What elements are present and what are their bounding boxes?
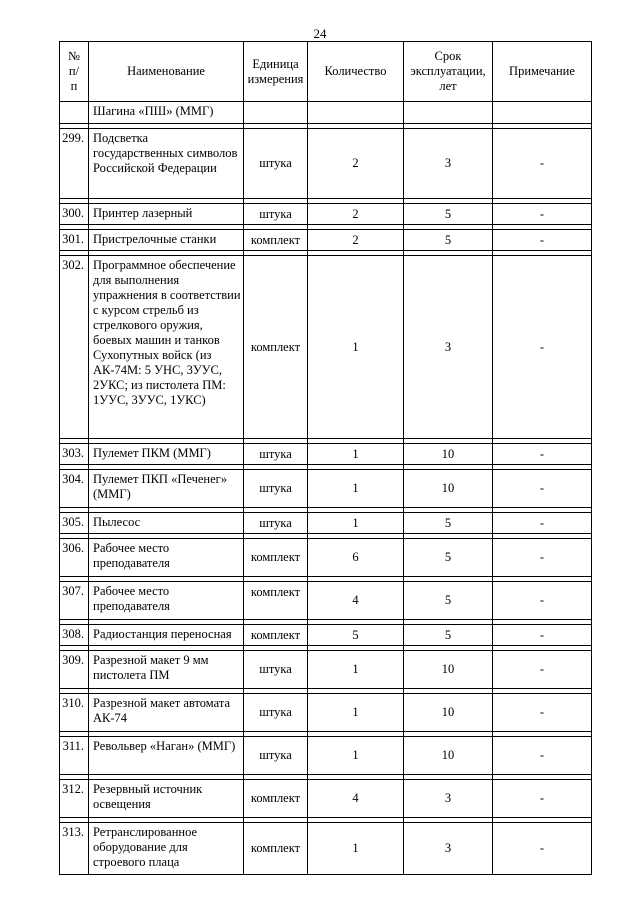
row-service-life: 5 [404, 539, 493, 577]
row-note: - [493, 582, 592, 620]
row-number: 309. [60, 651, 89, 689]
equipment-table [59, 41, 592, 875]
table-row [60, 204, 592, 225]
table-body [60, 124, 592, 875]
row-note: - [493, 204, 592, 225]
row-service-life: 3 [404, 129, 493, 199]
table-row [60, 694, 592, 732]
row-service-life: 5 [404, 513, 493, 534]
row-name: Подсветка государственных символов Российской Федерации [89, 129, 244, 199]
page-number: 24 [313, 26, 327, 41]
table-row [60, 539, 592, 577]
header-service-life: Срок эксплуатации, лет [404, 42, 493, 102]
row-quantity: 6 [308, 539, 404, 577]
row-quantity: 1 [308, 737, 404, 775]
row-quantity: 1 [308, 513, 404, 534]
row-number: 313. [60, 823, 89, 875]
row-quantity: 2 [308, 129, 404, 199]
row-quantity: 2 [308, 204, 404, 225]
header-name: Наименование [89, 42, 244, 102]
row-service-life: 10 [404, 737, 493, 775]
row-service-life: 10 [404, 470, 493, 508]
row-number: 301. [60, 230, 89, 251]
row-unit: штука [244, 444, 308, 465]
row-service-life: 5 [404, 625, 493, 646]
row-number: 302. [60, 256, 89, 439]
row-unit: штука [244, 470, 308, 508]
table-row [60, 625, 592, 646]
row-quantity: 2 [308, 230, 404, 251]
row-number: 310. [60, 694, 89, 732]
row-service-life: 3 [404, 256, 493, 439]
row-unit: комплект [244, 539, 308, 577]
table-row [60, 823, 592, 875]
row-service-life: 5 [404, 204, 493, 225]
row-name: Пылесос [89, 513, 244, 534]
row-note: - [493, 780, 592, 818]
row-quantity: 1 [308, 694, 404, 732]
table-row [60, 780, 592, 818]
row-note: - [493, 823, 592, 875]
row-name: Программное обеспечение для выполнения упражнения в соответствии с курсом стрельб из стрелкового оружия, боевых машин и танков Сухопутных войск (из АК-74М: 5 УНС, 3УУС, 2УКС; из пистолета ПМ: 1УУС, 3УУС, 1УКС) [89, 256, 244, 439]
row-unit: комплект [244, 256, 308, 439]
row-note: - [493, 470, 592, 508]
row-name: Резервный источник освещения [89, 780, 244, 818]
row-number: 304. [60, 470, 89, 508]
row-unit: штука [244, 204, 308, 225]
row-unit: штука [244, 129, 308, 199]
row-number: 308. [60, 625, 89, 646]
row-unit: комплект [244, 582, 308, 620]
row-number: 305. [60, 513, 89, 534]
row-unit: штука [244, 694, 308, 732]
row-number: 300. [60, 204, 89, 225]
row-note: - [493, 651, 592, 689]
row-note: - [493, 694, 592, 732]
row-service-life: 3 [404, 823, 493, 875]
header-number: № п/п [60, 42, 89, 102]
row-name: Пристрелочные станки [89, 230, 244, 251]
row-quantity: 1 [308, 256, 404, 439]
row-unit: комплект [244, 780, 308, 818]
row-name: Разрезной макет автомата АК-74 [89, 694, 244, 732]
row-unit: комплект [244, 625, 308, 646]
row-note: - [493, 625, 592, 646]
header-quantity: Количество [308, 42, 404, 102]
row-service-life: 10 [404, 694, 493, 732]
row-unit: штука [244, 651, 308, 689]
table-row [60, 256, 592, 439]
row-number: 303. [60, 444, 89, 465]
table-header-row [60, 42, 592, 102]
row-unit: комплект [244, 823, 308, 875]
row-note: - [493, 539, 592, 577]
row-name: Рабочее место преподавателя [89, 539, 244, 577]
row-service-life: 10 [404, 651, 493, 689]
row-number: 299. [60, 129, 89, 199]
continuation-row [60, 102, 592, 124]
row-unit: комплект [244, 230, 308, 251]
row-service-life: 3 [404, 780, 493, 818]
table-row [60, 737, 592, 775]
row-quantity: 5 [308, 625, 404, 646]
row-unit: штука [244, 737, 308, 775]
row-note: - [493, 513, 592, 534]
row-note: - [493, 444, 592, 465]
row-name: Рабочее место преподавателя [89, 582, 244, 620]
row-quantity: 1 [308, 823, 404, 875]
row-number: 307. [60, 582, 89, 620]
table-row [60, 513, 592, 534]
row-quantity: 4 [308, 582, 404, 620]
row-service-life: 5 [404, 230, 493, 251]
row-quantity: 1 [308, 651, 404, 689]
row-name: Пулемет ПКМ (ММГ) [89, 444, 244, 465]
row-number: 306. [60, 539, 89, 577]
table-row [60, 470, 592, 508]
continuation-text: Шагина «ПШ» (ММГ) [89, 102, 244, 124]
row-service-life: 10 [404, 444, 493, 465]
row-name: Разрезной макет 9 мм пистолета ПМ [89, 651, 244, 689]
row-note: - [493, 256, 592, 439]
table-row [60, 651, 592, 689]
row-quantity: 4 [308, 780, 404, 818]
row-quantity: 1 [308, 444, 404, 465]
row-note: - [493, 737, 592, 775]
table-row [60, 230, 592, 251]
row-name: Пулемет ПКП «Печенег» (ММГ) [89, 470, 244, 508]
table-row [60, 582, 592, 620]
row-number: 311. [60, 737, 89, 775]
row-unit: штука [244, 513, 308, 534]
row-name: Револьвер «Наган» (ММГ) [89, 737, 244, 775]
table-row [60, 129, 592, 199]
header-unit: Единица измерения [244, 42, 308, 102]
row-quantity: 1 [308, 470, 404, 508]
row-number: 312. [60, 780, 89, 818]
row-name: Принтер лазерный [89, 204, 244, 225]
row-note: - [493, 230, 592, 251]
row-name: Ретранслированное оборудование для строевого плаца [89, 823, 244, 875]
row-service-life: 5 [404, 582, 493, 620]
row-name: Радиостанция переносная [89, 625, 244, 646]
row-note: - [493, 129, 592, 199]
table-row [60, 444, 592, 465]
header-note: Примечание [493, 42, 592, 102]
